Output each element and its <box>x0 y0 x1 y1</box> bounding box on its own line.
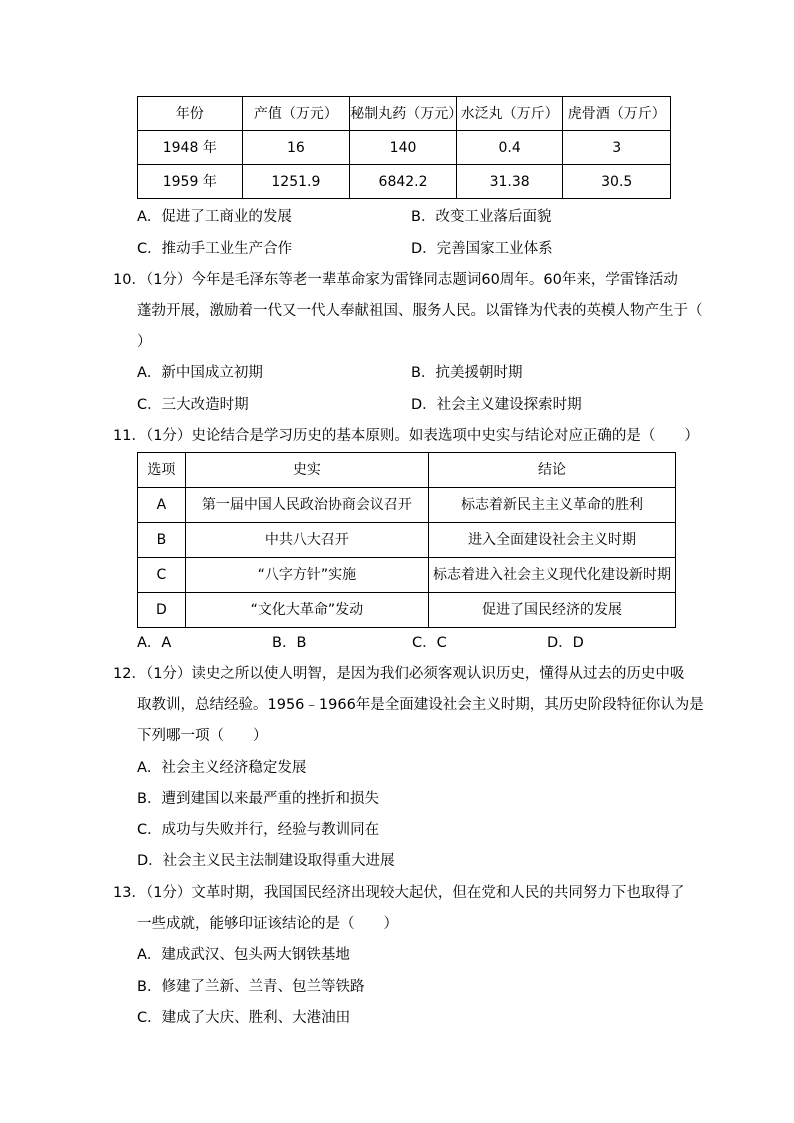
table-cell: “八字方针”实施 <box>185 558 428 593</box>
table-row <box>138 488 676 523</box>
question-10-stem: 蓬勃开展，激励着一代又一代人奉献祖国、服务人民。以雷锋为代表的英模人物产生于（ <box>137 303 703 319</box>
question-11-stem: 11．（1分）史论结合是学习历史的基本原则。如表选项中史实与结论对应正确的是（ ） <box>113 428 699 444</box>
table-cell: 140 <box>350 131 457 165</box>
production-table <box>137 96 671 199</box>
table-cell: 1959 年 <box>138 165 243 199</box>
table-row <box>138 131 671 165</box>
question-10-stem: 10．（1分）今年是毛泽东等老一辈革命家为雷锋同志题词60周年。60年来，学雷锋活动 <box>113 272 678 288</box>
table-row <box>138 165 671 199</box>
option-c[interactable]: C．C <box>412 635 447 651</box>
option-d[interactable]: D．社会主义民主法制建设取得重大进展 <box>137 853 395 869</box>
option-a[interactable]: A．促进了工商业的发展 <box>137 209 292 225</box>
table-cell: 标志着新民主主义革命的胜利 <box>428 488 675 523</box>
option-c[interactable]: C．建成了大庆、胜利、大港油田 <box>137 1010 351 1026</box>
table-header-cell: 虎骨酒（万斤） <box>563 97 671 131</box>
option-b[interactable]: B．B <box>272 635 307 651</box>
option-c[interactable]: C．三大改造时期 <box>137 397 249 413</box>
table-row <box>138 558 676 593</box>
question-12-stem: 下列哪一项（ ） <box>137 728 268 744</box>
table-row <box>138 593 676 628</box>
history-facts-table <box>137 452 676 628</box>
question-12-stem: 取教训，总结经验。1956﹣1966年是全面建设社会主义时期，其历史阶段特征你认为是 <box>137 697 704 713</box>
table-cell: 中共八大召开 <box>185 523 428 558</box>
option-c[interactable]: C．推动手工业生产合作 <box>137 241 293 257</box>
table-cell: “文化大革命”发动 <box>185 593 428 628</box>
option-a[interactable]: A．建成武汉、包头两大钢铁基地 <box>137 947 350 963</box>
table-header-cell: 秘制丸药（万元） <box>350 97 457 131</box>
table-row <box>138 523 676 558</box>
table-cell: 第一届中国人民政治协商会议召开 <box>185 488 428 523</box>
option-d[interactable]: D．社会主义建设探索时期 <box>411 397 582 413</box>
option-c[interactable]: C．成功与失败并行，经验与教训同在 <box>137 822 380 838</box>
table-cell: D <box>138 593 186 628</box>
table-cell: 标志着进入社会主义现代化建设新时期 <box>428 558 675 593</box>
question-13-stem: 13．（1分）文革时期，我国国民经济出现较大起伏，但在党和人民的共同努力下也取得了 <box>113 885 685 901</box>
table-cell: 1948 年 <box>138 131 243 165</box>
option-a[interactable]: A．社会主义经济稳定发展 <box>137 760 307 776</box>
table-cell: C <box>138 558 186 593</box>
table-cell: A <box>138 488 186 523</box>
table-header-row <box>138 453 676 488</box>
option-a[interactable]: A．A <box>137 635 172 651</box>
question-10-stem: ） <box>137 334 152 350</box>
option-d[interactable]: D．D <box>547 635 584 651</box>
table-cell: 16 <box>242 131 350 165</box>
option-a[interactable]: A．新中国成立初期 <box>137 365 263 381</box>
table-cell: 30.5 <box>563 165 671 199</box>
table-cell: 6842.2 <box>350 165 457 199</box>
option-b[interactable]: B．遭到建国以来最严重的挫折和损失 <box>137 791 379 807</box>
table-header-cell: 水泛丸（万斤） <box>456 97 563 131</box>
table-cell: 1251.9 <box>242 165 350 199</box>
option-b[interactable]: B．抗美援朝时期 <box>411 365 523 381</box>
table-cell: 促进了国民经济的发展 <box>428 593 675 628</box>
question-13-stem: 一些成就，能够印证该结论的是（ ） <box>137 916 398 932</box>
table-header-cell: 年份 <box>138 97 243 131</box>
table-header-cell: 产值（万元） <box>242 97 350 131</box>
option-b[interactable]: B．改变工业落后面貌 <box>411 209 552 225</box>
table-header-row <box>138 97 671 131</box>
table-cell: 进入全面建设社会主义时期 <box>428 523 675 558</box>
question-12-stem: 12．（1分）读史之所以使人明智，是因为我们必须客观认识历史，懂得从过去的历史中吸 <box>113 666 685 682</box>
table-cell: 3 <box>563 131 671 165</box>
table-header-cell: 史实 <box>185 453 428 488</box>
table-cell: B <box>138 523 186 558</box>
table-header-cell: 选项 <box>138 453 186 488</box>
table-cell: 31.38 <box>456 165 563 199</box>
option-b[interactable]: B．修建了兰新、兰青、包兰等铁路 <box>137 979 365 995</box>
table-cell: 0.4 <box>456 131 563 165</box>
table-header-cell: 结论 <box>428 453 675 488</box>
option-d[interactable]: D．完善国家工业体系 <box>411 241 553 257</box>
